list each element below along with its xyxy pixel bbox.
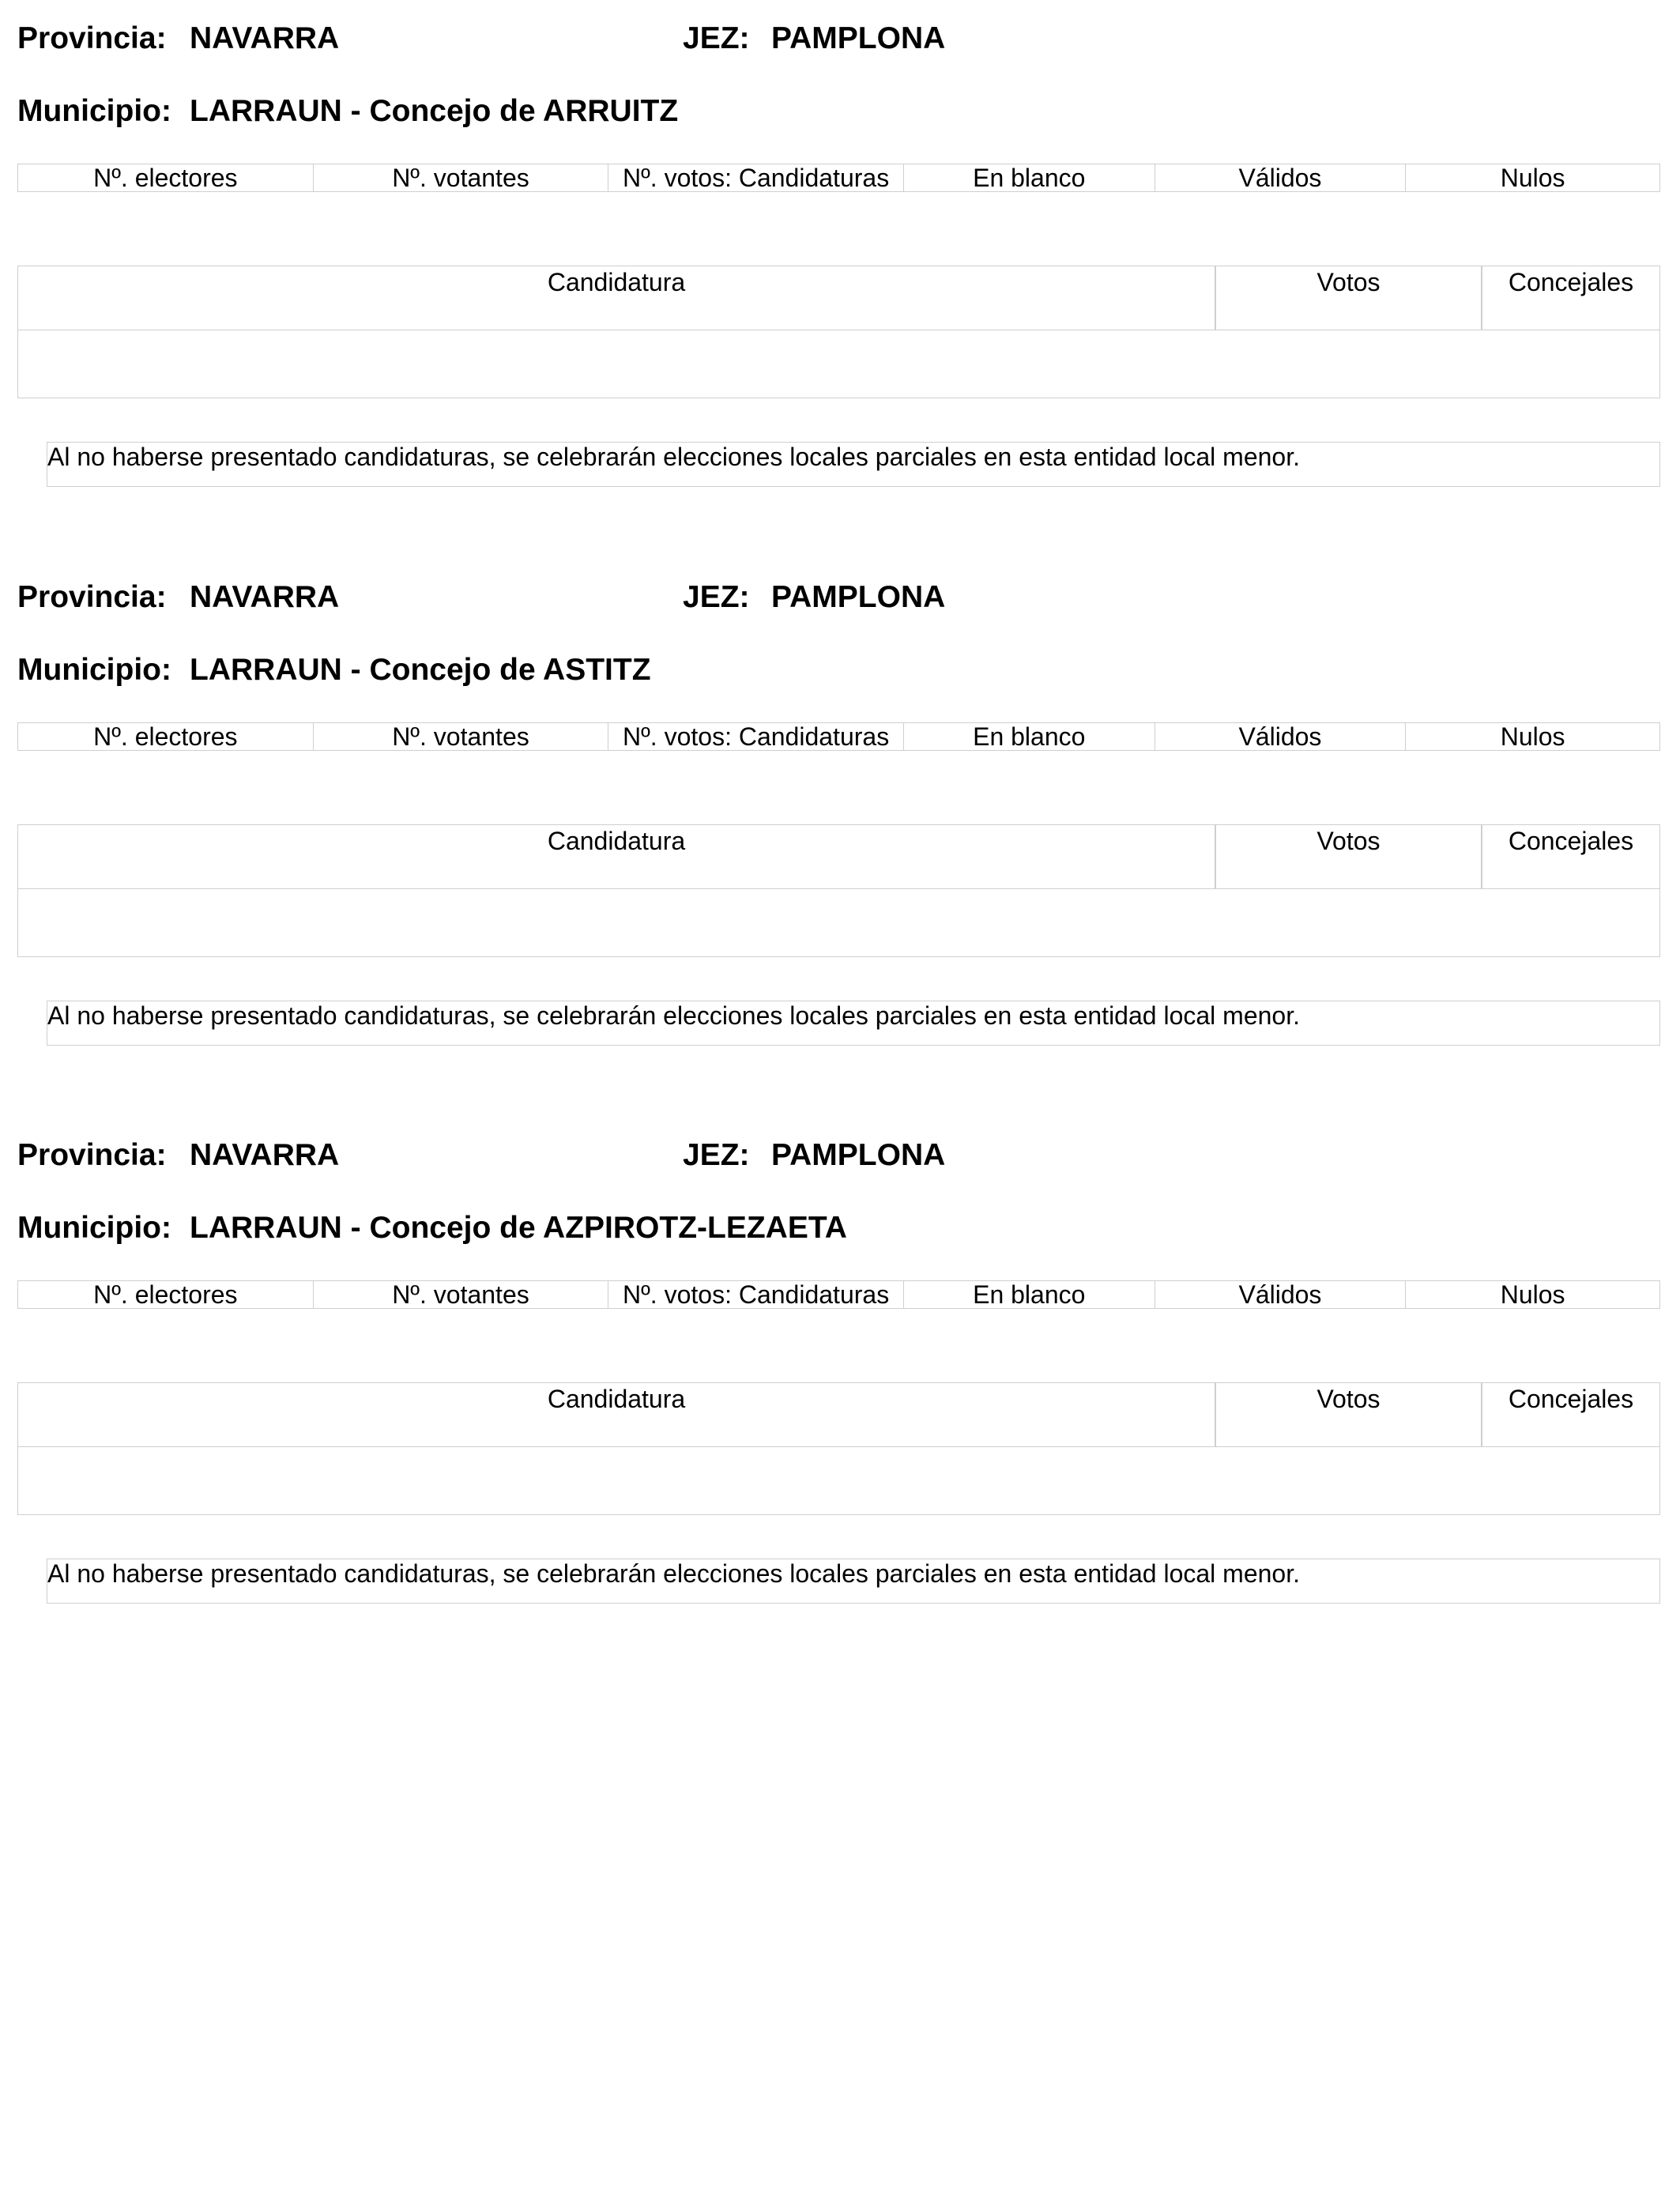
no-candidaturas-note: Al no haberse presentado candidaturas, se celebrarán elecciones locales parciales en esta entidad local menor. xyxy=(47,442,1660,487)
summary-header-electores: Nº. electores xyxy=(18,723,314,750)
concejo-section xyxy=(0,0,1680,522)
provincia-label: Provincia: xyxy=(17,580,167,614)
header-concejales: Concejales xyxy=(1508,827,1634,855)
municipio-value: LARRAUN - Concejo de ARRUITZ xyxy=(190,94,679,128)
summary-header-votantes: Nº. votantes xyxy=(314,723,609,750)
jez-label: JEZ: xyxy=(683,1138,750,1172)
summary-header-nulos: Nulos xyxy=(1500,723,1565,750)
summary-header-electores: Nº. electores xyxy=(18,164,314,191)
candidatura-table xyxy=(17,1382,1660,1515)
summary-header-validos: Válidos xyxy=(1155,164,1407,191)
header-candidatura: Candidatura xyxy=(18,1383,1216,1446)
jez-value: PAMPLONA xyxy=(771,580,946,614)
summary-header-nulos: Nulos xyxy=(1500,164,1565,191)
candidatura-table xyxy=(17,824,1660,957)
summary-header-votantes: Nº. votantes xyxy=(314,1281,609,1308)
candidatura-table xyxy=(17,266,1660,398)
summary-header-en-blanco: En blanco xyxy=(904,1281,1155,1308)
header-candidatura: Candidatura xyxy=(18,266,1216,330)
jez-value: PAMPLONA xyxy=(771,21,946,55)
candidatura-table-header xyxy=(18,1383,1659,1447)
municipio-value: LARRAUN - Concejo de ASTITZ xyxy=(190,653,651,687)
summary-table xyxy=(17,164,1660,192)
summary-header-votos-candidaturas: Nº. votos: Candidaturas xyxy=(608,1281,904,1308)
candidatura-table-empty-row xyxy=(18,330,1659,398)
summary-header-validos: Válidos xyxy=(1155,1281,1407,1308)
header-concejales: Concejales xyxy=(1508,268,1634,296)
summary-header-en-blanco: En blanco xyxy=(904,723,1155,750)
summary-header-nulos: Nulos xyxy=(1500,1281,1565,1308)
no-candidaturas-note: Al no haberse presentado candidaturas, se celebrarán elecciones locales parciales en esta entidad local menor. xyxy=(47,1559,1660,1604)
jez-value: PAMPLONA xyxy=(771,1138,946,1172)
candidatura-table-empty-row xyxy=(18,889,1659,956)
concejo-section xyxy=(0,559,1680,1080)
header-votos: Votos xyxy=(1216,1383,1482,1446)
municipio-label: Municipio: xyxy=(17,94,171,128)
provincia-value: NAVARRA xyxy=(190,580,340,614)
header-votos: Votos xyxy=(1216,266,1482,330)
provincia-label: Provincia: xyxy=(17,1138,167,1172)
municipio-value: LARRAUN - Concejo de AZPIROTZ-LEZAETA xyxy=(190,1211,847,1245)
no-candidaturas-note: Al no haberse presentado candidaturas, se celebrarán elecciones locales parciales en esta entidad local menor. xyxy=(47,1001,1660,1046)
summary-header-electores: Nº. electores xyxy=(18,1281,314,1308)
summary-header-votos-candidaturas: Nº. votos: Candidaturas xyxy=(608,164,904,191)
summary-header-votantes: Nº. votantes xyxy=(314,164,609,191)
municipio-label: Municipio: xyxy=(17,653,171,687)
summary-header-validos: Válidos xyxy=(1155,723,1407,750)
jez-label: JEZ: xyxy=(683,21,750,55)
candidatura-table-header xyxy=(18,825,1659,889)
summary-table xyxy=(17,1280,1660,1309)
candidatura-table-header xyxy=(18,266,1659,330)
provincia-label: Provincia: xyxy=(17,21,167,55)
header-votos: Votos xyxy=(1216,825,1482,888)
concejo-section xyxy=(0,1117,1680,1638)
summary-header-votos-candidaturas: Nº. votos: Candidaturas xyxy=(608,723,904,750)
summary-header-en-blanco: En blanco xyxy=(904,164,1155,191)
candidatura-table-empty-row xyxy=(18,1447,1659,1514)
provincia-value: NAVARRA xyxy=(190,21,340,55)
header-candidatura: Candidatura xyxy=(18,825,1216,888)
jez-label: JEZ: xyxy=(683,580,750,614)
provincia-value: NAVARRA xyxy=(190,1138,340,1172)
municipio-label: Municipio: xyxy=(17,1211,171,1245)
header-concejales: Concejales xyxy=(1508,1385,1634,1413)
summary-table xyxy=(17,722,1660,751)
